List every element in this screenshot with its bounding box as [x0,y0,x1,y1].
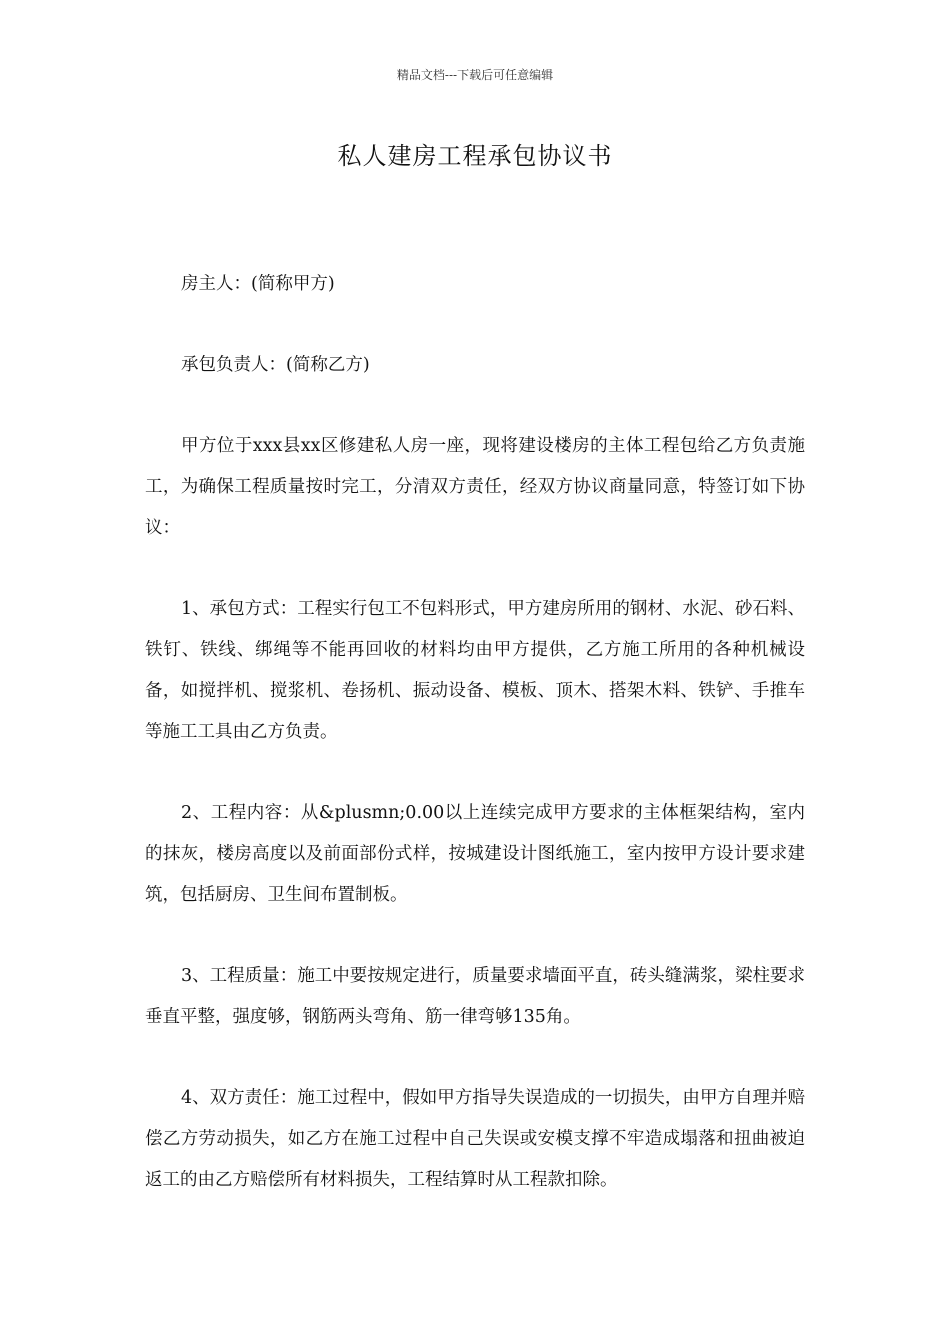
intro-paragraph: 甲方位于xxx县xx区修建私人房一座，现将建设楼房的主体工程包给乙方负责施工，为确保工程质量按时完工，分清双方责任，经双方协议商量同意，特签订如下协议： [145,436,805,538]
party-a-line: 房主人：(简称甲方) [181,274,335,294]
clause-paragraph: 4、双方责任：施工过程中，假如甲方指导失误造成的一切损失，由甲方自理并赔偿乙方劳动损失，如乙方在施工过程中自己失误或安模支撑不牢造成塌落和扭曲被迫返工的由乙方赔偿所有材料损失，工程结算时从工程款扣除。 [145,1088,805,1190]
clause-paragraph: 3、工程质量：施工中要按规定进行，质量要求墙面平直，砖头缝满浆，梁柱要求垂直平整，强度够，钢筋两头弯角、筋一律弯够135角。 [145,966,805,1027]
document-title: 私人建房工程承包协议书 [337,142,613,170]
party-b-line: 承包负责人：(简称乙方) [181,355,370,375]
clause-paragraph: 1、承包方式：工程实行包工不包料形式，甲方建房所用的钢材、水泥、砂石料、铁钉、铁线、绑绳等不能再回收的材料均由甲方提供，乙方施工所用的各种机械设备，如搅拌机、搅浆机、卷扬机、振动设备、模板、顶木、搭架木料、铁铲、手推车等施工工具由乙方负责。 [145,599,805,742]
clause-paragraph: 2、工程内容：从&plusmn;0.00以上连续完成甲方要求的主体框架结构，室内的抹灰，楼房高度以及前面部份式样，按城建设计图纸施工，室内按甲方设计要求建筑，包括厨房、卫生间布置制板。 [145,803,805,905]
document-body [145,264,805,1201]
page-header-note: 精品文档---下载后可任意编辑 [396,68,554,82]
